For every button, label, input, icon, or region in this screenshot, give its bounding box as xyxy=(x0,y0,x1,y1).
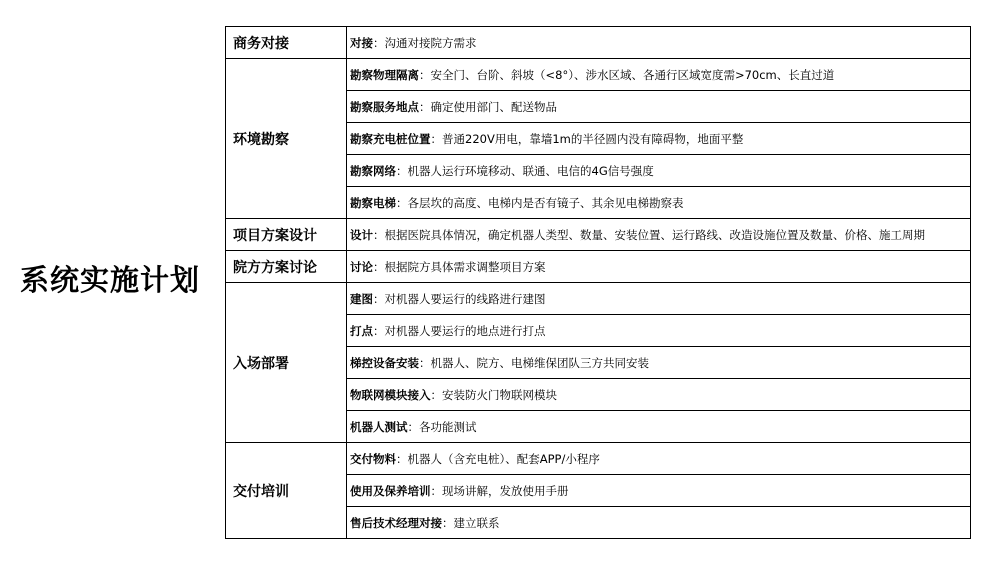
plan-item xyxy=(347,219,971,251)
section-category: 项目方案设计 xyxy=(226,219,347,251)
plan-item-title: 机器人测试 xyxy=(350,419,408,434)
table-row xyxy=(226,283,971,315)
plan-item xyxy=(347,443,971,475)
section-category: 交付培训 xyxy=(226,443,347,539)
plan-item xyxy=(347,155,971,187)
plan-item-description: 机器人（含充电桩）、配套APP/小程序 xyxy=(407,451,600,466)
plan-table-body xyxy=(226,27,971,539)
plan-item-separator: ： xyxy=(430,387,442,402)
plan-item-description: 安全门、台阶、斜坡（<8°）、涉水区域、各通行区域宽度需>70cm、长直过道 xyxy=(430,67,835,82)
plan-item-description: 沟通对接院方需求 xyxy=(384,35,477,50)
plan-item xyxy=(347,507,971,539)
plan-item-description: 根据院方具体需求调整项目方案 xyxy=(384,259,546,274)
plan-item xyxy=(347,59,971,91)
plan-item-separator: ： xyxy=(373,259,385,274)
plan-item-separator: ： xyxy=(407,419,419,434)
plan-item-title: 讨论 xyxy=(350,259,373,274)
section-category: 商务对接 xyxy=(226,27,347,59)
section-category: 入场部署 xyxy=(226,283,347,443)
plan-item xyxy=(347,315,971,347)
plan-item-separator: ： xyxy=(373,35,385,50)
plan-item-title: 售后技术经理对接 xyxy=(350,515,442,530)
plan-item-separator: ： xyxy=(430,483,442,498)
plan-item-description: 机器人、院方、电梯维保团队三方共同安装 xyxy=(430,355,649,370)
table-row xyxy=(226,219,971,251)
plan-item-title: 勘察服务地点 xyxy=(350,99,419,114)
plan-item-description: 根据医院具体情况，确定机器人类型、数量、安装位置、运行路线、改造设施位置及数量、价格、施工周期 xyxy=(384,227,925,242)
plan-item-separator: ： xyxy=(419,99,431,114)
plan-item-description: 安装防火门物联网模块 xyxy=(442,387,557,402)
plan-item xyxy=(347,347,971,379)
table-row xyxy=(226,27,971,59)
section-category: 院方方案讨论 xyxy=(226,251,347,283)
plan-item-description: 各功能测试 xyxy=(419,419,477,434)
plan-item-description: 对机器人要运行的地点进行打点 xyxy=(384,323,546,338)
plan-item xyxy=(347,123,971,155)
plan-item-separator: ： xyxy=(430,131,442,146)
plan-item-separator: ： xyxy=(373,323,385,338)
plan-item-description: 建立联系 xyxy=(453,515,500,530)
plan-item-separator: ： xyxy=(396,451,408,466)
plan-item-title: 交付物料 xyxy=(350,451,396,466)
plan-item-separator: ： xyxy=(442,515,454,530)
plan-item-separator: ： xyxy=(419,355,431,370)
plan-item xyxy=(347,251,971,283)
plan-item-description: 现场讲解，发放使用手册 xyxy=(442,483,569,498)
plan-item xyxy=(347,91,971,123)
plan-item-description: 确定使用部门、配送物品 xyxy=(430,99,557,114)
table-row xyxy=(226,59,971,91)
table-row xyxy=(226,251,971,283)
plan-item-title: 设计 xyxy=(350,227,373,242)
plan-item-title: 物联网模块接入 xyxy=(350,387,431,402)
plan-item-separator: ： xyxy=(373,291,385,306)
plan-item-title: 勘察物理隔离 xyxy=(350,67,419,82)
plan-item-title: 使用及保养培训 xyxy=(350,483,431,498)
plan-item xyxy=(347,411,971,443)
plan-item-separator: ： xyxy=(373,227,385,242)
plan-item-title: 打点 xyxy=(350,323,373,338)
plan-item-separator: ： xyxy=(419,67,431,82)
plan-item-separator: ： xyxy=(396,163,408,178)
plan-item-description: 各层坎的高度、电梯内是否有镜子、其余见电梯勘察表 xyxy=(407,195,684,210)
plan-item-title: 勘察网络 xyxy=(350,163,396,178)
plan-item-description: 对机器人要运行的线路进行建图 xyxy=(384,291,546,306)
plan-item xyxy=(347,283,971,315)
plan-item xyxy=(347,379,971,411)
plan-item-description: 机器人运行环境移动、联通、电信的4G信号强度 xyxy=(407,163,654,178)
plan-item-title: 建图 xyxy=(350,291,373,306)
implementation-plan-table xyxy=(225,26,971,539)
plan-item-title: 勘察充电桩位置 xyxy=(350,131,431,146)
section-category: 环境勘察 xyxy=(226,59,347,219)
plan-item xyxy=(347,187,971,219)
plan-item-separator: ： xyxy=(396,195,408,210)
page-title: 系统实施计划 xyxy=(20,263,201,297)
plan-item xyxy=(347,27,971,59)
table-row xyxy=(226,443,971,475)
plan-item-title: 勘察电梯 xyxy=(350,195,396,210)
plan-item-title: 梯控设备安装 xyxy=(350,355,419,370)
plan-item-title: 对接 xyxy=(350,35,373,50)
plan-item xyxy=(347,475,971,507)
plan-item-description: 普通220V用电，靠墙1m的半径圆内没有障碍物，地面平整 xyxy=(442,131,744,146)
